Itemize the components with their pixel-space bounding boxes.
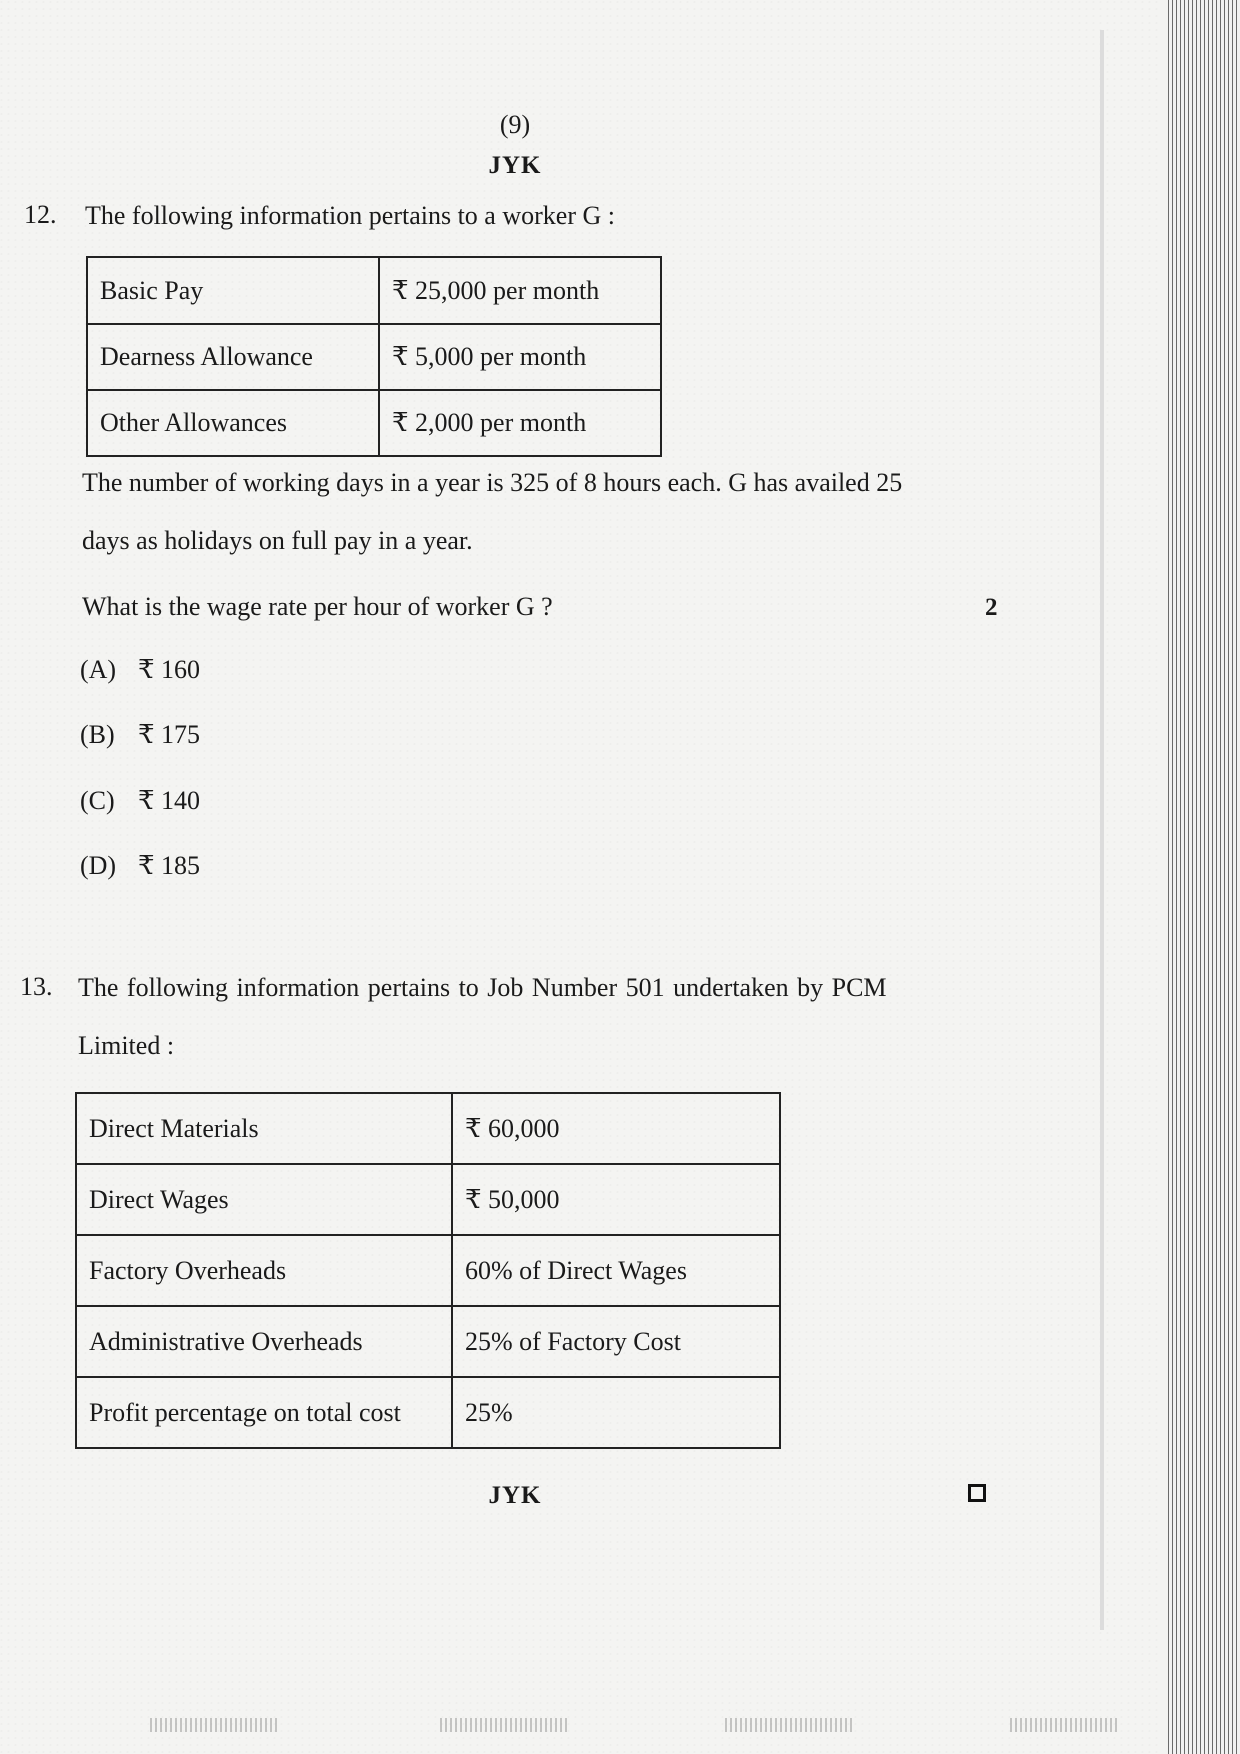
option-label: (D) [80, 851, 117, 880]
option-label: (C) [80, 786, 115, 815]
q12-option-b[interactable] [80, 720, 200, 750]
table-cell: Factory Overheads [76, 1235, 452, 1306]
table-row [76, 1093, 780, 1164]
page-edge [1100, 30, 1104, 1630]
table-cell: ₹ 25,000 per month [379, 257, 661, 324]
q12-paragraph-line-2: days as holidays on full pay in a year. [82, 526, 473, 555]
table-row [76, 1377, 780, 1448]
table-cell: Other Allowances [87, 390, 379, 456]
question-12-number: 12. [24, 200, 57, 229]
table-cell: Administrative Overheads [76, 1306, 452, 1377]
table-row [76, 1235, 780, 1306]
option-value: ₹ 185 [138, 851, 201, 880]
q12-question: What is the wage rate per hour of worker G ? [82, 592, 553, 621]
table-cell: ₹ 50,000 [452, 1164, 780, 1235]
question-13-intro-line-2: Limited : [78, 1031, 175, 1060]
footer-paper-code: JYK [488, 1482, 542, 1509]
q12-marks: 2 [985, 594, 998, 621]
table-cell: Basic Pay [87, 257, 379, 324]
table-cell: ₹ 60,000 [452, 1093, 780, 1164]
table-cell: ₹ 2,000 per month [379, 390, 661, 456]
option-value: ₹ 175 [138, 720, 201, 749]
question-12-intro: The following information pertains to a worker G : [85, 201, 615, 230]
table-cell: Direct Materials [76, 1093, 452, 1164]
q12-option-d[interactable] [80, 851, 200, 881]
table-cell: ₹ 5,000 per month [379, 324, 661, 390]
table-row [87, 324, 661, 390]
option-value: ₹ 140 [138, 786, 201, 815]
scan-artifact [440, 1718, 570, 1732]
question-13-intro-line-1: The following information pertains to Job Number 501 undertaken by PCM [78, 973, 887, 1002]
page-number: (9) [499, 110, 531, 139]
q12-option-a[interactable] [80, 655, 200, 685]
scan-artifact [150, 1718, 280, 1732]
table-row [76, 1164, 780, 1235]
paper-code: JYK [488, 152, 542, 179]
table-cell: Dearness Allowance [87, 324, 379, 390]
table-cell: Direct Wages [76, 1164, 452, 1235]
table-cell: 60% of Direct Wages [452, 1235, 780, 1306]
binding-edge-lines [1168, 0, 1240, 1754]
square-mark-icon [968, 1484, 986, 1502]
option-value: ₹ 160 [138, 655, 201, 684]
q13-job-table [75, 1092, 781, 1449]
table-cell: 25% [452, 1377, 780, 1448]
scan-artifact [725, 1718, 855, 1732]
option-label: (A) [80, 655, 117, 684]
table-row [76, 1306, 780, 1377]
table-row [87, 390, 661, 456]
option-label: (B) [80, 720, 115, 749]
scan-artifact [1010, 1718, 1120, 1732]
question-13-number: 13. [20, 972, 53, 1001]
table-cell: 25% of Factory Cost [452, 1306, 780, 1377]
q12-paragraph-line-1: The number of working days in a year is 325 of 8 hours each. G has availed 25 [82, 468, 903, 497]
q12-option-c[interactable] [80, 786, 200, 816]
q12-pay-table [86, 256, 662, 457]
table-row [87, 257, 661, 324]
table-cell: Profit percentage on total cost [76, 1377, 452, 1448]
